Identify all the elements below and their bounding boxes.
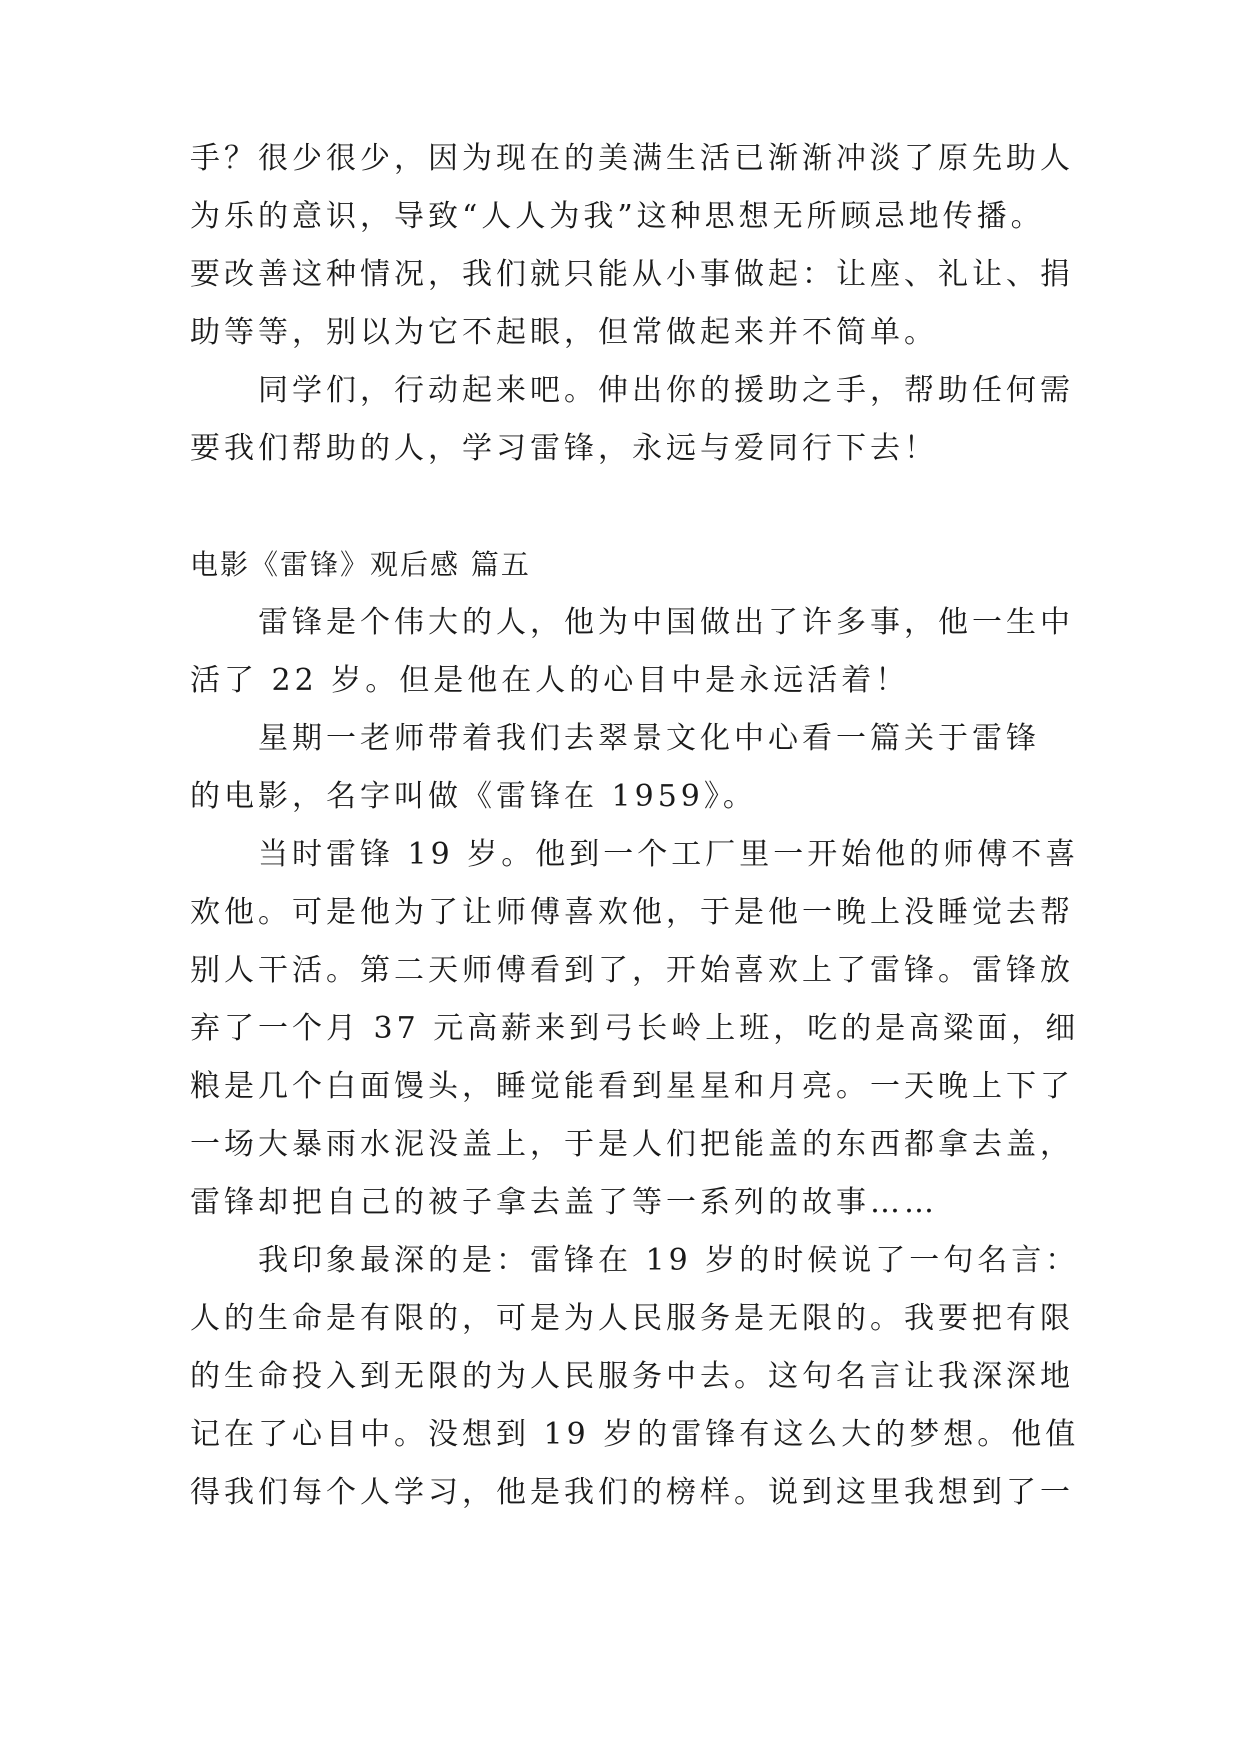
text-line: 同学们，行动起来吧。伸出你的援助之手，帮助任何需 bbox=[258, 373, 1074, 408]
text-line: 雷锋却把自己的被子拿去盖了等一系列的故事…… bbox=[190, 1185, 938, 1220]
text-line: 助等等，别以为它不起眼，但常做起来并不简单。 bbox=[190, 315, 938, 350]
text-line: 雷锋是个伟大的人，他为中国做出了许多事，他一生中 bbox=[258, 605, 1074, 640]
text-line: 要我们帮助的人，学习雷锋，永远与爱同行下去！ bbox=[190, 431, 938, 466]
text-line: 要改善这种情况，我们就只能从小事做起：让座、礼让、捐 bbox=[190, 257, 1074, 292]
text-line: 欢他。可是他为了让师傅喜欢他，于是他一晚上没睡觉去帮 bbox=[190, 895, 1074, 930]
text-line: 的生命投入到无限的为人民服务中去。这句名言让我深深地 bbox=[190, 1359, 1074, 1394]
text-line: 的电影，名字叫做《雷锋在 1959》。 bbox=[190, 779, 757, 814]
paragraph-4 bbox=[190, 1232, 1080, 1522]
paragraph-3 bbox=[190, 826, 1080, 1232]
section-heading: 电影《雷锋》观后感 篇五 bbox=[190, 548, 531, 581]
paragraph-closing bbox=[190, 362, 1074, 478]
text-line: 我印象最深的是：雷锋在 19 岁的时候说了一句名言： bbox=[258, 1243, 1080, 1278]
paragraph-2 bbox=[190, 710, 1070, 826]
text-line: 活了 22 岁。但是他在人的心目中是永远活着！ bbox=[190, 663, 910, 698]
text-line: 星期一老师带着我们去翠景文化中心看一篇关于雷锋 bbox=[258, 721, 1040, 756]
text-line: 得我们每个人学习，他是我们的榜样。说到这里我想到了一 bbox=[190, 1475, 1074, 1510]
section-spacer bbox=[190, 478, 1070, 536]
text-line: 一场大暴雨水泥没盖上，于是人们把能盖的东西都拿去盖， bbox=[190, 1127, 1074, 1162]
text-line: 当时雷锋 19 岁。他到一个工厂里一开始他的师傅不喜 bbox=[258, 837, 1080, 872]
document-body bbox=[190, 130, 1080, 1522]
paragraph-continued bbox=[190, 130, 1074, 362]
text-line: 别人干活。第二天师傅看到了，开始喜欢上了雷锋。雷锋放 bbox=[190, 953, 1074, 988]
text-line: 粮是几个白面馒头，睡觉能看到星星和月亮。一天晚上下了 bbox=[190, 1069, 1074, 1104]
text-line: 弃了一个月 37 元高薪来到弓长岭上班，吃的是高粱面，细 bbox=[190, 1011, 1080, 1046]
paragraph-1 bbox=[190, 594, 1074, 710]
text-line: 手？很少很少，因为现在的美满生活已渐渐冲淡了原先助人 bbox=[190, 141, 1074, 176]
text-line: 记在了心目中。没想到 19 岁的雷锋有这么大的梦想。他值 bbox=[190, 1417, 1080, 1452]
text-line: 人的生命是有限的，可是为人民服务是无限的。我要把有限 bbox=[190, 1301, 1074, 1336]
text-line: 为乐的意识，导致“人人为我”这种思想无所顾忌地传播。 bbox=[190, 199, 1045, 234]
